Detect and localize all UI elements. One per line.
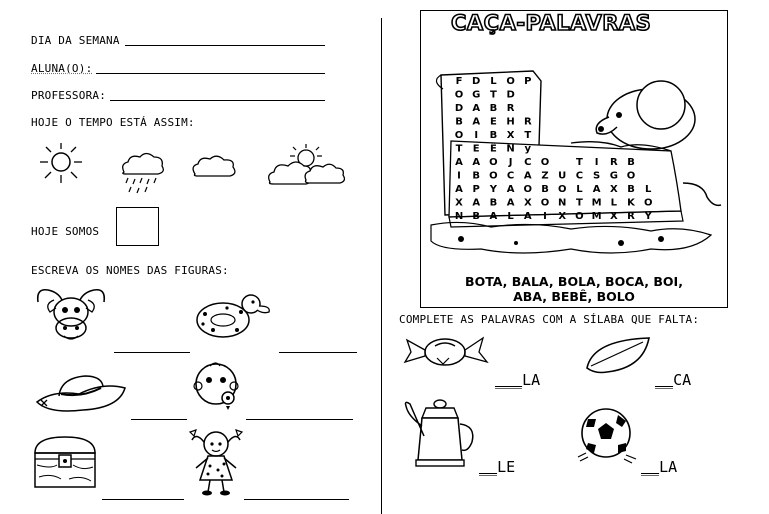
grid-letter: I [457, 170, 461, 182]
grid-letter: N [454, 211, 464, 222]
today-answer-box[interactable] [116, 207, 159, 246]
grid-letter: T [575, 157, 583, 168]
column-separator [381, 18, 382, 514]
grid-letter: O [454, 130, 464, 141]
grid-letter: A [472, 103, 481, 114]
syllable-item-leaf[interactable] [655, 371, 691, 389]
grid-letter: I [474, 130, 479, 141]
leaf-icon [583, 334, 653, 378]
grid-letter: H [506, 116, 515, 128]
syllable-item-teapot[interactable] [479, 458, 515, 476]
grid-letter: G [472, 89, 481, 101]
syllable-instruction: COMPLETE AS PALAVRAS COM A SÍLABA QUE FALTA: [399, 313, 700, 326]
answer-line-doll[interactable] [244, 499, 349, 500]
grid-letter: A [472, 157, 481, 168]
grid-letter: Z [541, 170, 549, 182]
write-names-label: ESCREVA OS NOMES DAS FIGURAS: [31, 264, 229, 277]
grid-letter: X [455, 197, 463, 209]
answer-line-hat[interactable] [131, 419, 187, 420]
grid-letter: D [454, 103, 464, 114]
sun-cloud-icon[interactable] [266, 144, 346, 190]
grid-letter: X [558, 211, 567, 222]
grid-letter: D [472, 76, 481, 87]
syllable-blank[interactable]: __ [479, 458, 498, 476]
syllable-suffix: LA [659, 458, 678, 476]
ox-icon [34, 282, 108, 346]
today-label: HOJE SOMOS [31, 225, 100, 238]
grid-letter: O [540, 157, 550, 168]
grid-letter: G [609, 170, 618, 182]
grid-letter: L [576, 184, 583, 195]
baby-icon [192, 358, 242, 412]
grid-letter: J [508, 157, 513, 168]
grid-letter: X [523, 197, 532, 209]
grid-letter: O [489, 157, 498, 168]
grid-letter: O [506, 76, 515, 87]
grid-letter: O [454, 89, 464, 101]
grid-letter: O [575, 211, 584, 222]
grid-letter: E [489, 116, 497, 128]
syllable-suffix: LE [497, 458, 516, 476]
grid-letter: B [455, 116, 463, 128]
answer-line-ox[interactable] [114, 352, 190, 353]
grid-letter: E [472, 143, 480, 155]
syllable-blank[interactable]: __ [655, 371, 674, 389]
grid-letter: O [489, 170, 498, 182]
wordsearch-words-line2: ABA, BEBÊ, BOLO [513, 289, 635, 304]
syllable-item-ball[interactable] [641, 458, 677, 476]
wordsearch-title: CAÇA-PALAVRAS [451, 11, 652, 35]
wordsearch-words-line1: BOTA, BALA, BOLA, BOCA, BOI, [465, 274, 683, 289]
syllable-blank[interactable]: __ [641, 458, 660, 476]
grid-letter: A [455, 157, 463, 168]
syllable-item-candy[interactable] [495, 371, 540, 389]
syllable-blank[interactable]: ___ [495, 371, 523, 389]
grid-letter: M [591, 197, 602, 209]
grid-letter: B [472, 170, 481, 182]
weather-label: HOJE O TEMPO ESTÁ ASSIM: [31, 116, 195, 129]
cloud-icon[interactable] [190, 154, 238, 180]
grid-letter: R [627, 211, 635, 222]
grid-letter: B [472, 211, 481, 222]
student-label: ALUNA(O): [31, 62, 93, 75]
grid-letter: A [592, 184, 601, 195]
grid-letter: O [626, 170, 636, 182]
grid-letter: B [489, 197, 498, 209]
grid-letter: I [594, 157, 599, 168]
grid-letter: B [489, 103, 498, 114]
day-answer-line[interactable] [125, 45, 325, 46]
grid-letter: A [506, 184, 515, 195]
grid-letter: R [506, 103, 515, 114]
grid-letter: Y [644, 211, 652, 222]
grid-letter: B [489, 130, 498, 141]
grid-letter: B [627, 184, 635, 195]
grid-letter: A [506, 197, 515, 209]
syllable-suffix: LA [522, 371, 541, 389]
grid-letter: L [507, 211, 514, 222]
grid-letter: O [523, 184, 533, 195]
teapot-icon [404, 396, 476, 470]
candy-icon [403, 330, 489, 374]
answer-line-chest[interactable] [102, 499, 184, 500]
grid-letter: C [524, 157, 532, 168]
grid-letter: L [610, 197, 617, 209]
syllable-suffix: CA [673, 371, 692, 389]
grid-letter: P [524, 76, 532, 87]
grid-letter: X [609, 211, 618, 222]
grid-letter: Ê [489, 143, 497, 155]
student-answer-line[interactable] [96, 73, 325, 74]
grid-letter: N [558, 197, 567, 209]
grid-letter: C [575, 170, 584, 182]
grid-letter: L [490, 76, 497, 87]
teacher-label: PROFESSORA: [31, 89, 107, 102]
grid-letter: K [627, 197, 635, 209]
grid-letter: y [524, 143, 532, 155]
grid-letter: A [523, 211, 532, 222]
grid-letter: T [489, 89, 497, 101]
grid-letter: B [541, 184, 549, 195]
duck-float-icon [193, 290, 275, 340]
answer-line-duck[interactable] [279, 352, 357, 353]
grid-letter: D [506, 89, 515, 101]
grid-letter: B [627, 157, 635, 168]
soccer-ball-icon [574, 405, 640, 463]
rain-cloud-icon[interactable] [118, 150, 166, 196]
grid-letter: R [523, 116, 532, 128]
grid-letter: O [540, 197, 550, 209]
grid-letter: M [591, 211, 602, 222]
grid-letter: I [543, 211, 547, 222]
hat-icon [33, 370, 129, 416]
grid-letter: O [557, 184, 567, 195]
grid-letter: S [592, 170, 601, 182]
grid-letter: T [575, 197, 583, 209]
grid-letter: X [609, 184, 618, 195]
grid-letter: A [455, 184, 463, 195]
grid-letter: A [472, 197, 481, 209]
grid-letter: T [455, 143, 463, 155]
teacher-answer-line[interactable] [110, 100, 325, 101]
grid-letter: U [558, 170, 567, 182]
wordsearch-grid [451, 73, 711, 225]
wordsearch-panel [420, 10, 728, 308]
grid-letter: A [472, 116, 481, 128]
day-label: DIA DA SEMANA [31, 34, 120, 47]
grid-letter: A [489, 211, 498, 222]
grid-letter: T [524, 130, 532, 141]
grid-letter: A [523, 170, 532, 182]
grid-letter: P [472, 184, 480, 195]
grid-letter: X [506, 130, 515, 141]
sun-icon[interactable] [36, 140, 86, 186]
grid-letter: Y [489, 184, 498, 195]
grid-letter: O [643, 197, 653, 209]
grid-letter: R [609, 157, 618, 168]
grid-letter: F [455, 76, 463, 87]
doll-icon [186, 426, 246, 496]
grid-letter: N [506, 143, 515, 155]
grid-letter: C [506, 170, 515, 182]
answer-line-baby[interactable] [246, 419, 353, 420]
treasure-chest-icon [31, 435, 99, 491]
grid-letter: L [645, 184, 652, 195]
